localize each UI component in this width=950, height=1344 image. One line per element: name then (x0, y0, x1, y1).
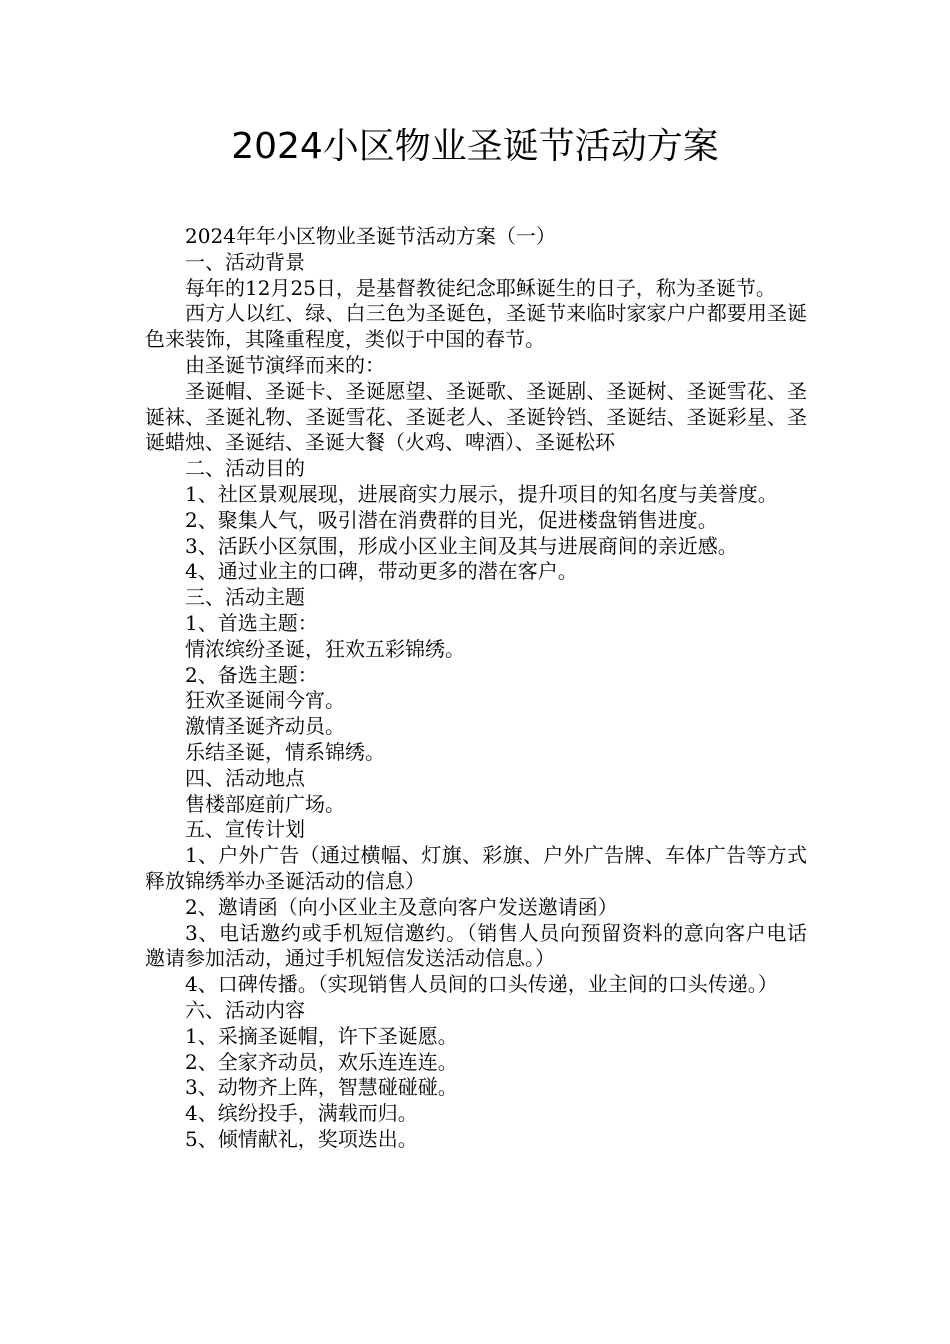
paragraph: 激情圣诞齐动员。 (185, 714, 345, 739)
section-heading-promotion: 五、宣传计划 (185, 817, 305, 842)
section-heading-background: 一、活动背景 (185, 249, 305, 274)
paragraph: 售楼部庭前广场。 (185, 791, 345, 816)
list-item: 3、动物齐上阵，智慧碰碰碰。 (185, 1075, 458, 1100)
section-subtitle: 2024年年小区物业圣诞节活动方案（一） (185, 224, 556, 248)
list-item: 2、备选主题： (185, 662, 318, 687)
list-item: 1、首选主题： (185, 610, 318, 635)
section-heading-purpose: 二、活动目的 (185, 456, 305, 481)
section-heading-content: 六、活动内容 (185, 997, 305, 1022)
paragraph: 乐结圣诞，情系锦绣。 (185, 739, 385, 764)
list-item: 3、电话邀约或手机短信邀约。（销售人员向预留资料的意向客户电话邀请参加活动，通过手机短信发送活动信息。） (145, 920, 807, 971)
list-item: 1、采摘圣诞帽，许下圣诞愿。 (185, 1023, 458, 1048)
paragraph: 情浓缤纷圣诞，狂欢五彩锦绣。 (185, 636, 465, 661)
paragraph: 西方人以红、绿、白三色为圣诞色，圣诞节来临时家家户户都要用圣诞色来装饰，其隆重程度，类似于中国的春节。 (145, 301, 807, 352)
paragraph: 由圣诞节演绎而来的： (185, 352, 385, 377)
paragraph: 每年的12月25日，是基督教徒纪念耶稣诞生的日子，称为圣诞节。 (185, 275, 776, 300)
list-item: 5、倾情献礼，奖项迭出。 (185, 1126, 418, 1151)
document-body (145, 224, 807, 1153)
list-item: 2、聚集人气，吸引潜在消费群的目光，促进楼盘销售进度。 (185, 507, 718, 532)
section-heading-location: 四、活动地点 (185, 765, 305, 790)
list-item: 4、通过业主的口碑，带动更多的潜在客户。 (185, 559, 578, 584)
paragraph: 圣诞帽、圣诞卡、圣诞愿望、圣诞歌、圣诞剧、圣诞树、圣诞雪花、圣诞袜、圣诞礼物、圣诞雪花、圣诞老人、圣诞铃铛、圣诞结、圣诞彩星、圣诞蜡烛、圣诞结、圣诞大餐（火鸡、啤酒）、圣诞松环 (145, 378, 807, 455)
list-item: 1、社区景观展现，进展商实力展示，提升项目的知名度与美誉度。 (185, 481, 778, 506)
list-item: 3、活跃小区氛围，形成小区业主间及其与进展商间的亲近感。 (185, 533, 738, 558)
section-heading-theme: 三、活动主题 (185, 585, 305, 610)
list-item: 2、邀请函（向小区业主及意向客户发送邀请函） (185, 894, 618, 919)
paragraph: 狂欢圣诞闹今宵。 (185, 688, 345, 713)
list-item: 4、口碑传播。（实现销售人员间的口头传递，业主间的口头传递。） (185, 972, 778, 997)
list-item: 1、户外广告（通过横幅、灯旗、彩旗、户外广告牌、车体广告等方式释放锦绣举办圣诞活动的信息） (145, 843, 807, 893)
document-title: 2024小区物业圣诞节活动方案 (231, 126, 719, 167)
list-item: 4、缤纷投手，满载而归。 (185, 1101, 418, 1126)
list-item: 2、全家齐动员，欢乐连连连。 (185, 1049, 458, 1074)
